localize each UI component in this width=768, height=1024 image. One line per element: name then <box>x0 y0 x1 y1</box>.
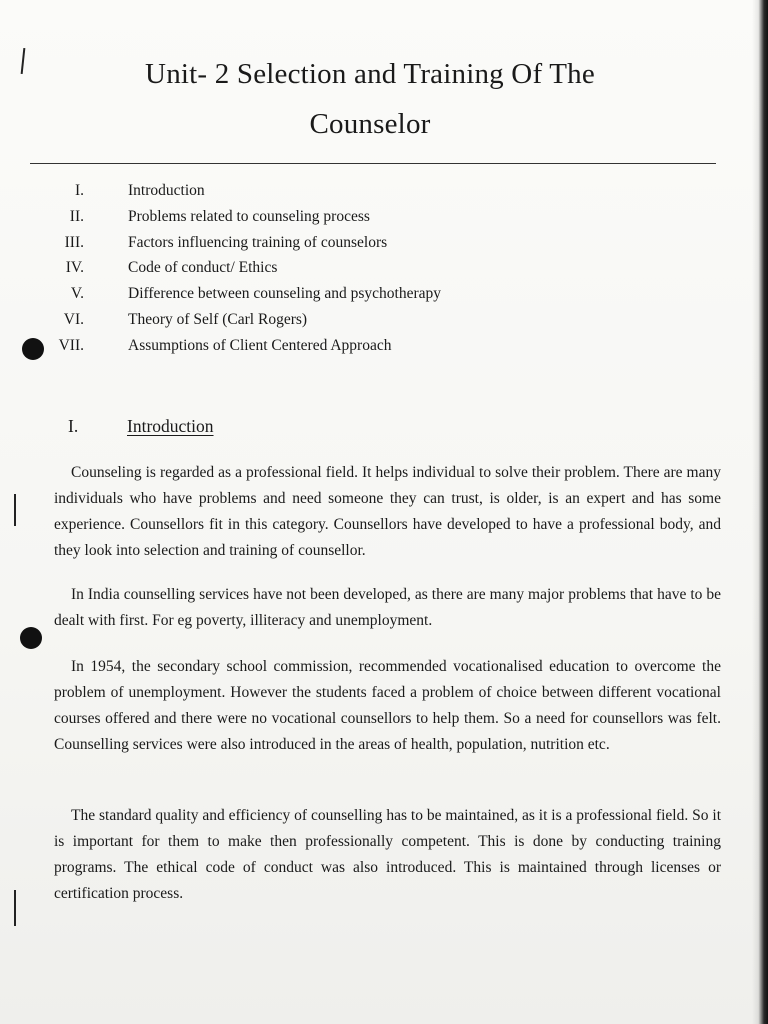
toc-number: VI. <box>63 310 84 328</box>
toc-label: Difference between counseling and psychotherapy <box>128 285 442 303</box>
body-paragraph: The standard quality and efficiency of counselling has to be maintained, as it is a professional field. So it is important for them to make then professionally competent. This is done by conducting training programs. The ethical code of conduct was also introduced. This is maintained through licenses or certification process. <box>54 807 721 902</box>
body-paragraph: In 1954, the secondary school commission, recommended vocationalised education to overcome the problem of unemployment. However the students faced a problem of choice between different vocational courses offered and there were no vocational counsellors to help them. So a need for counsellors was felt. Counselling services were also introduced in the areas of health, population, nutrition etc. <box>54 658 721 753</box>
toc-label: Problems related to counseling process <box>128 207 370 225</box>
body-paragraph: Counseling is regarded as a professional field. It helps individual to solve their problem. There are many individuals who have problems and need someone they can trust, is older, is an expert and has some experience. Counsellors fit in this category. Counsellors have developed to have a professional body, and they look into selection and training of counsellor. <box>54 464 721 559</box>
toc-item <box>0 259 768 285</box>
toc-item <box>0 208 768 234</box>
toc-number: IV. <box>65 259 84 277</box>
margin-mark <box>21 48 26 74</box>
toc-item <box>0 182 768 208</box>
toc-item <box>0 234 768 260</box>
toc-item <box>0 311 768 337</box>
toc-item <box>0 337 768 363</box>
toc-label: Factors influencing training of counselors <box>128 233 388 251</box>
toc-number: III. <box>64 233 84 251</box>
toc-label: Code of conduct/ Ethics <box>128 259 278 277</box>
title-divider <box>30 163 716 164</box>
toc-number: I. <box>74 182 84 199</box>
toc-number: II. <box>69 207 84 225</box>
body-paragraph: In India counselling services have not been developed, as there are many major problems that have to be dealt with first. For eg poverty, illiteracy and unemployment. <box>54 586 721 629</box>
page-title-line1: Unit- 2 Selection and Training Of The <box>145 58 595 90</box>
punch-hole <box>20 627 42 649</box>
toc-label: Theory of Self (Carl Rogers) <box>128 310 308 328</box>
toc-number: VII. <box>58 336 84 354</box>
toc-label: Assumptions of Client Centered Approach <box>128 336 392 354</box>
page-title-line2: Counselor <box>309 108 431 140</box>
toc-item <box>0 285 768 311</box>
toc-number: V. <box>70 285 84 303</box>
margin-mark <box>14 890 16 926</box>
margin-mark <box>14 494 16 526</box>
page-edge-shadow <box>752 0 768 1024</box>
table-of-contents <box>0 182 768 363</box>
section-number: I. <box>68 416 79 436</box>
toc-label: Introduction <box>128 182 205 199</box>
section-title: Introduction <box>127 416 214 436</box>
